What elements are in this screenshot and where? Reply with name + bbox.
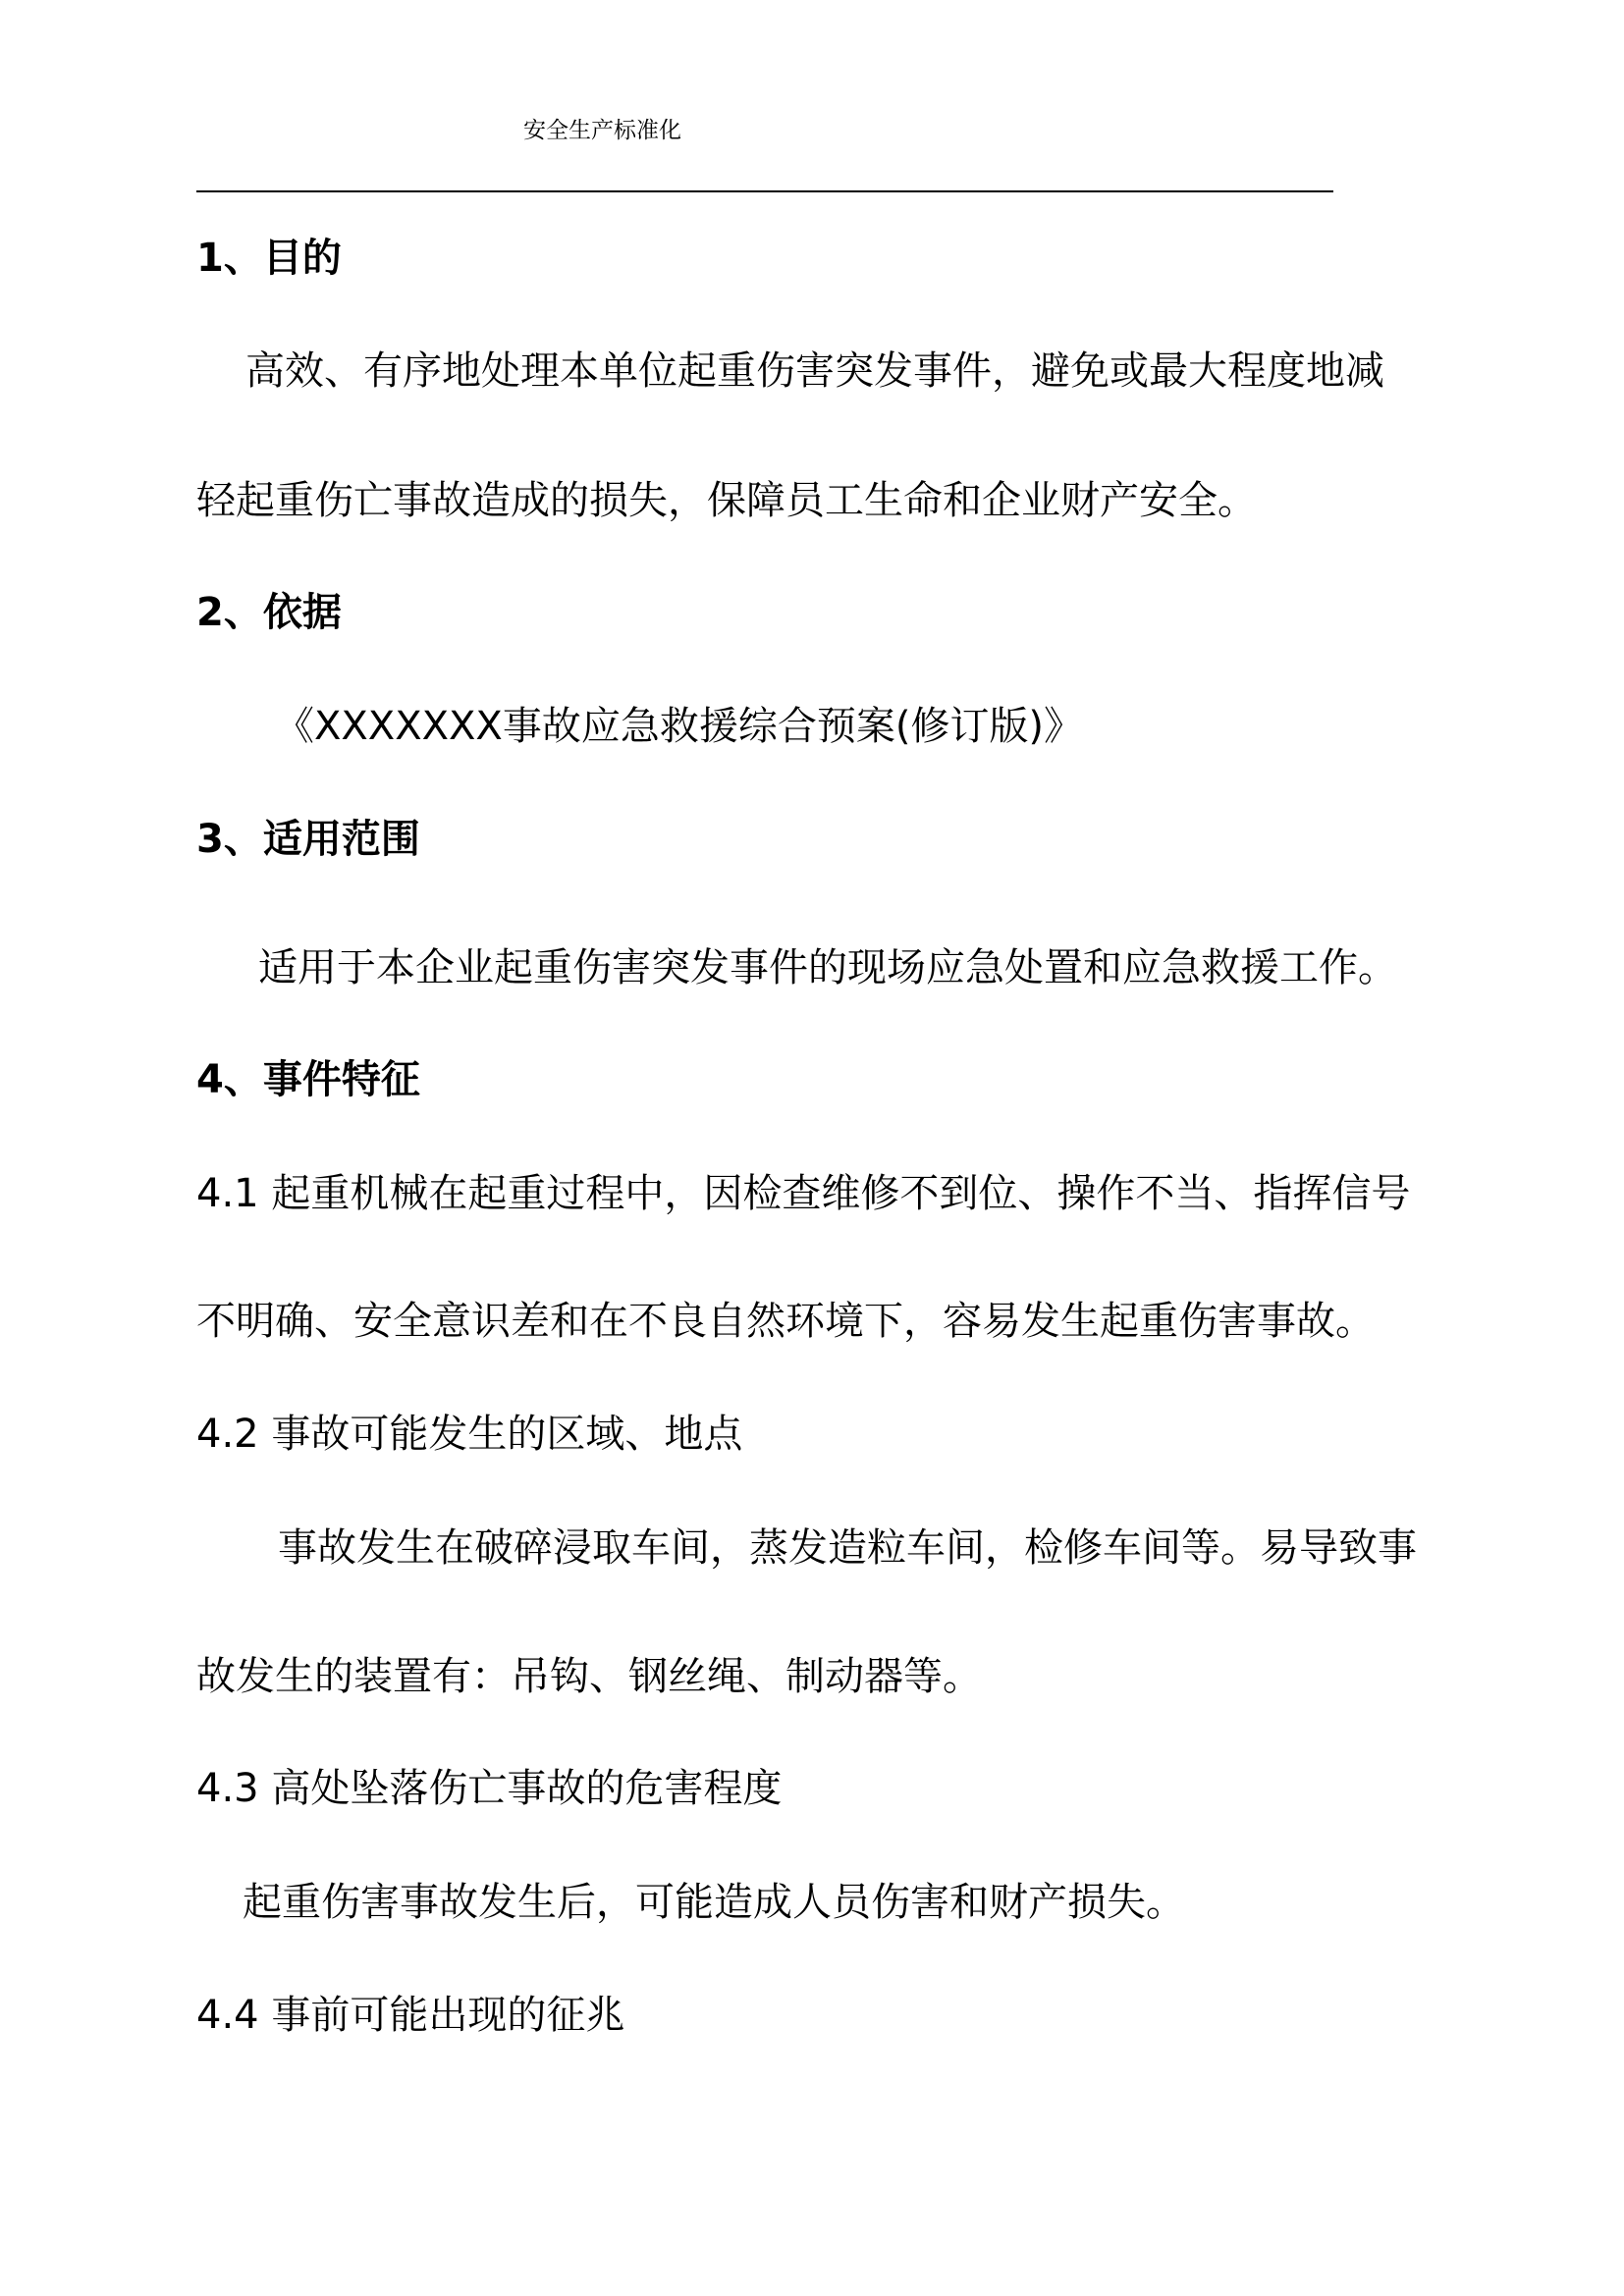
section-4-heading: 4、事件特征	[196, 1057, 420, 1102]
section-2-paragraph: 《XXXXXXX事故应急救援综合预案(修订版)》	[275, 704, 1084, 749]
section-4-2-heading: 4.2 事故可能发生的区域、地点	[196, 1412, 743, 1457]
section-3-paragraph: 适用于本企业起重伤害突发事件的现场应急处置和应急救援工作。	[258, 945, 1397, 990]
section-4-3-line-1: 起重伤害事故发生后，可能造成人员伤害和财产损失。	[243, 1880, 1185, 1925]
page-header-title: 安全生产标准化	[523, 118, 681, 143]
section-4-3-heading: 4.3 高处坠落伤亡事故的危害程度	[196, 1766, 783, 1811]
section-3-heading: 3、适用范围	[196, 817, 420, 862]
section-4-2-line-2: 故发生的装置有：吊钩、钢丝绳、制动器等。	[196, 1654, 982, 1699]
section-1-paragraph-line-2: 轻起重伤亡事故造成的损失，保障员工生命和企业财产安全。	[196, 478, 1257, 523]
section-4-2-line-1: 事故发生在破碎浸取车间，蒸发造粒车间，检修车间等。易导致事	[278, 1525, 1417, 1571]
section-4-1-line-1: 4.1 起重机械在起重过程中，因检查维修不到位、操作不当、指挥信号	[196, 1171, 1411, 1216]
section-2-heading: 2、依据	[196, 590, 342, 635]
header-divider	[196, 190, 1333, 192]
section-4-1-line-2: 不明确、安全意识差和在不良自然环境下，容易发生起重伤害事故。	[196, 1299, 1375, 1344]
section-4-4-heading: 4.4 事前可能出现的征兆	[196, 1993, 625, 2038]
section-1-paragraph-line-1: 高效、有序地处理本单位起重伤害突发事件，避免或最大程度地减	[245, 348, 1384, 394]
section-1-heading: 1、目的	[196, 236, 342, 281]
